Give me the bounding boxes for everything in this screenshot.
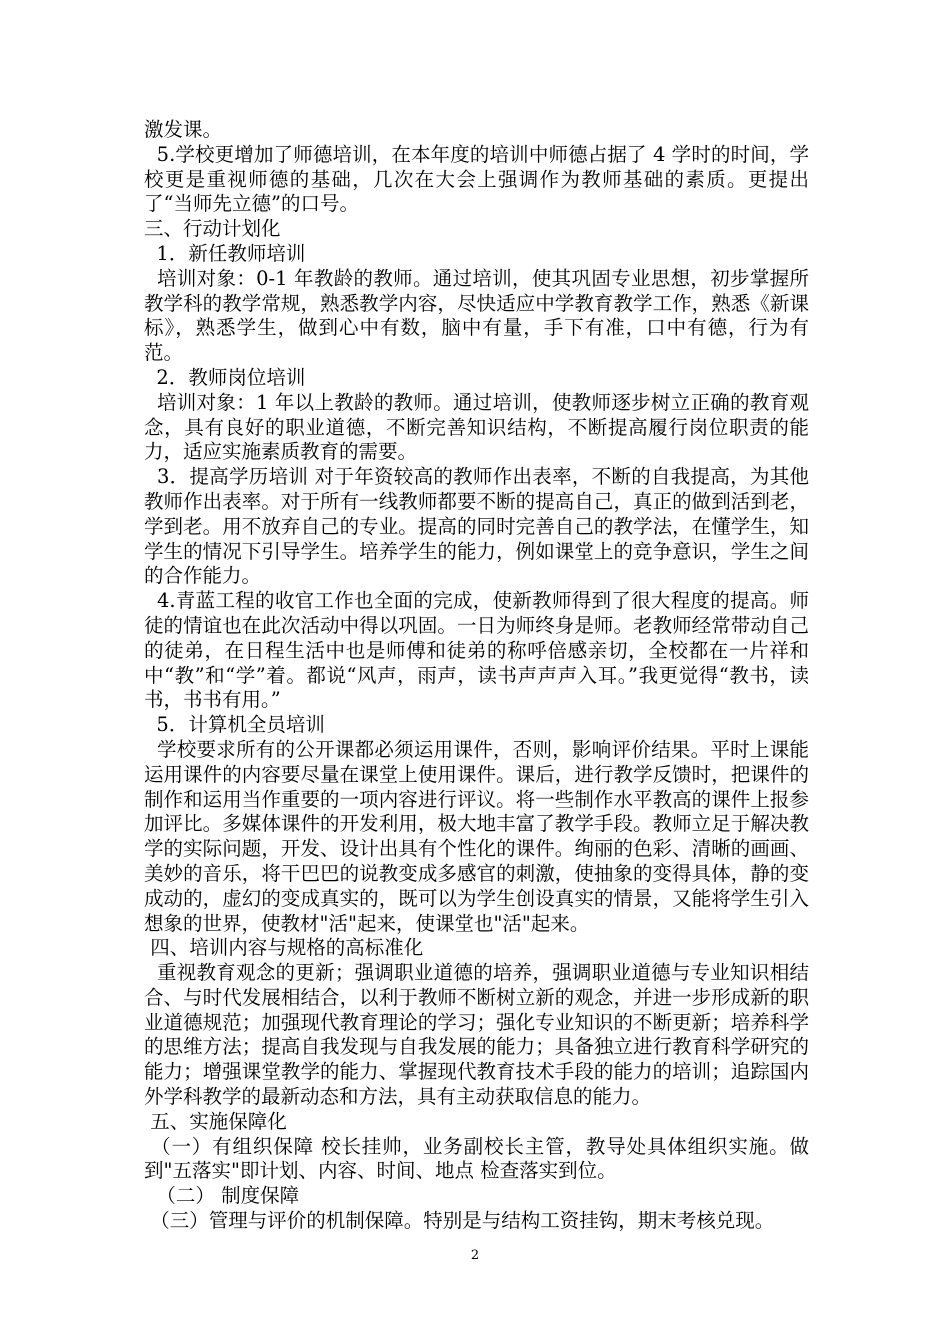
subsection-heading: 2．教师岗位培训	[144, 365, 306, 389]
paragraph: （三）管理与评价的机制保障。特别是与结构工资挂钩，期末考核兑现。	[144, 1209, 775, 1233]
subsection-heading: 1．新任教师培训	[144, 241, 306, 265]
section-heading: 五、实施保障化	[144, 1109, 287, 1133]
paragraph: 培训对象：0-1 年教龄的教师。通过培训，使其巩固专业思想，初步掌握所教学科的教学常规，熟悉教学内容，尽快适应中学教育教学工作，熟悉《新课标》，熟悉学生，做到心中有数，脑中有量，手下有准，口中有德，行为有范。	[144, 266, 809, 365]
paragraph: 激发课。	[144, 118, 223, 141]
subsection-heading: （二） 制度保障	[144, 1184, 300, 1208]
paragraph: 5.学校更增加了师德培训，在本年度的培训中师德占据了 4 学时的时间，学校更是重视师德的基础，几次在大会上强调作为教师基础的素质。更提出了“当师先立德”的口号。	[144, 142, 809, 216]
section-heading: 三、行动计划化	[144, 217, 281, 241]
paragraph: 重视教育观念的更新；强调职业道德的培养，强调职业道德与专业知识相结合、与时代发展相结合，以利于教师不断树立新的观念，并进一步形成新的职业道德规范；加强现代教育理论的学习；强化专业知识的不断更新；培养科学的思维方法；提高自我发现与自我发展的能力；具备独立进行教育科学研究的能力；增强课堂教学的能力、掌握现代教育技术手段的能力的培训；追踪国内外学科教学的最新动态和方法，具有主动获取信息的能力。	[144, 961, 809, 1109]
subsection-heading: 5．计算机全员培训	[144, 713, 325, 737]
page-number: 2	[470, 1248, 480, 1263]
section-heading: 四、培训内容与规格的高标准化	[144, 936, 424, 960]
paragraph: 学校要求所有的公开课都必须运用课件，否则，影响评价结果。平时上课能运用课件的内容要尽量在课堂上使用课件。课后，进行教学反馈时，把课件的制作和运用当作重要的一项内容进行评议。将一些制作水平教高的课件上报参加评比。多媒体课件的开发利用，极大地丰富了教学手段。教师立足于解决教学的实际问题，开发、设计出具有个性化的课件。绚丽的色彩、清晰的画画、美妙的音乐，将干巴巴的说教变成多感官的刺激，使抽象的变得具体，静的变成动的，虚幻的变成真实的，既可以为学生创设真实的情景，又能将学生引入想象的世界，使教材"活"起来，使课堂也"活"起来。	[144, 737, 809, 935]
paragraph: 4.青蓝工程的收官工作也全面的完成，使新教师得到了很大程度的提高。师徒的情谊也在此次活动中得以巩固。一日为师终身是师。老教师经常带动自己的徒弟，在日程生活中也是师傅和徒弟的称呼倍感亲切，全校都在一片祥和中“教”和“学”着。都说“风声，雨声，读书声声声入耳。”我更觉得“教书，读书，书书有用。”	[144, 589, 809, 712]
body-text	[144, 118, 809, 1234]
paragraph: 3．提高学历培训 对于年资较高的教师作出表率，不断的自我提高，为其他教师作出表率。对于所有一线教师都要不断的提高自己，真正的做到活到老，学到老。用不放弃自己的专业。提高的同时完善自己的教学法，在懂学生，知学生的情况下引导学生。培养学生的能力，例如课堂上的竞争意识，学生之间的合作能力。	[144, 465, 809, 588]
paragraph: （一）有组织保障 校长挂帅，业务副校长主管，教导处具体组织实施。做到"五落实"即计划、内容、时间、地点 检查落实到位。	[144, 1134, 810, 1183]
paragraph: 培训对象：1 年以上教龄的教师。通过培训，使教师逐步树立正确的教育观念，具有良好的职业道德，不断完善知识结构，不断提高履行岗位职责的能力，适应实施素质教育的需要。	[144, 390, 809, 464]
